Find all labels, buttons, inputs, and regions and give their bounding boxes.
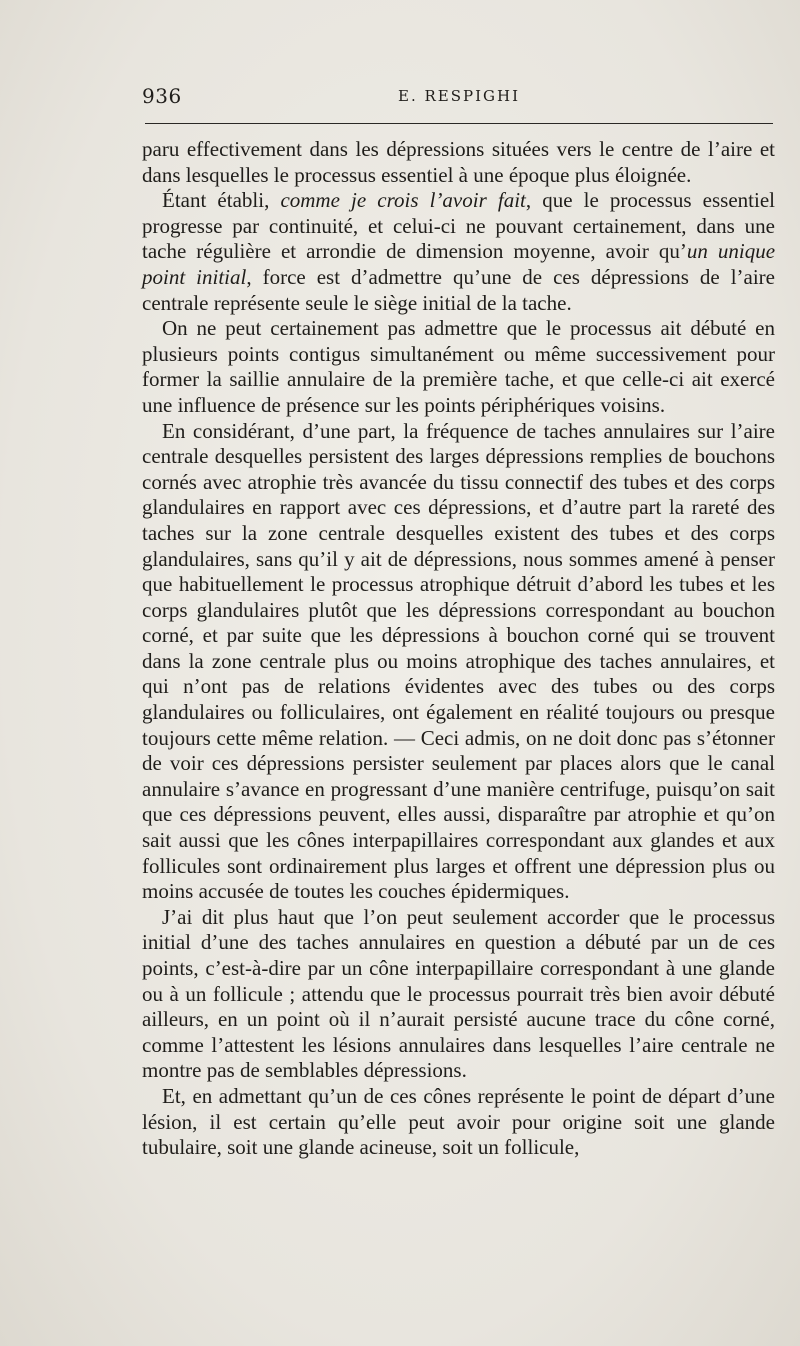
page-number: 936: [142, 84, 182, 108]
header-rule: [145, 123, 773, 124]
paragraph-2-italic-b: un unique point initial: [142, 239, 776, 289]
paragraph-6: Et, en admettant qu’un de ces cônes représente le point de départ d’une lésion, il est certain qu’elle peut avoir pour origine soit une glande tubulaire, soit une glande acineuse, soit un follicule,: [142, 1083, 775, 1160]
paragraph-2-part-e: , force est d’admettre qu’une de ces dépressions de l’aire centrale représente seule le siège initial de la tache.: [142, 264, 775, 315]
paragraph-2: [142, 188, 775, 316]
page-header: [142, 80, 770, 120]
paragraph-4: En considérant, d’une part, la fréquence de taches annulaires sur l’aire centrale desquelles persistent des larges dépressions remplies de bouchons cornés avec atrophie très avancée du tissu connectif des tubes et des corps glandulaires en rapport avec ces dépressions, et d’autre part la rareté des taches sur la zone centrale desquelles existent des tubes et des corps glandulaires, sans qu’il y ait de dépressions, nous sommes amené à penser que habituellement le processus atrophique détruit d’abord les tubes et les corps glandulaires plutôt que les dépressions correspondant au bouchon corné, et par suite que les dépressions à bouchon corné qui se trouvent dans la zone centrale plus ou moins atrophique des taches annulaires, et qui n’ont pas de relations évidentes avec des tubes ou des corps glandulaires ou folliculaires, ont également en réalité toujours ou presque toujours cette même relation. — Ceci admis, on ne doit donc pas s’étonner de voir ces dépressions persister seulement par places alors que le canal annulaire s’avance en progressant d’une manière centrifuge, puisqu’on sait que ces dépressions peuvent, elles aussi, disparaître par atrophie et qu’on sait aussi que les cônes interpapillaires correspondant aux glandes et aux follicules sont ordinairement plus larges et offrent une dépression plus ou moins accusée de toutes les couches épidermiques.: [142, 418, 775, 904]
paragraph-2-part-a: Étant établi,: [162, 188, 281, 213]
paragraph-2-part-c: , que le processus essentiel progresse par continuité, et celui-ci ne pouvant certainement, dans une tache régulière et arrondie de dimension moyenne, avoir qu’: [142, 188, 775, 264]
paragraph-2-italic-a: comme je crois l’avoir fait: [280, 188, 526, 213]
running-head: E. RESPIGHI: [398, 87, 521, 105]
paragraph-3: On ne peut certainement pas admettre que le processus ait débuté en plusieurs points contigus simultanément ou même successivement pour former la saillie annulaire de la première tache, et que celle-ci ait exercé une influence de présence sur les points périphériques voisins.: [142, 316, 775, 417]
paragraph-1: paru effectivement dans les dépressions situées vers le centre de l’aire et dans lesquelles le processus essentiel à une époque plus éloignée.: [142, 137, 775, 187]
body-text: [142, 137, 775, 1161]
paragraph-5: J’ai dit plus haut que l’on peut seulement accorder que le processus initial d’une des taches annulaires en question a débuté par un de ces points, c’est-à-dire par un cône interpapillaire correspondant à une glande ou à un follicule ; attendu que le processus pourrait très bien avoir débuté ailleurs, en un point où il n’aurait persisté aucune trace du cône corné, comme l’attestent les lésions annulaires dans lesquelles l’aire centrale ne montre pas de semblables dépressions.: [142, 904, 775, 1083]
